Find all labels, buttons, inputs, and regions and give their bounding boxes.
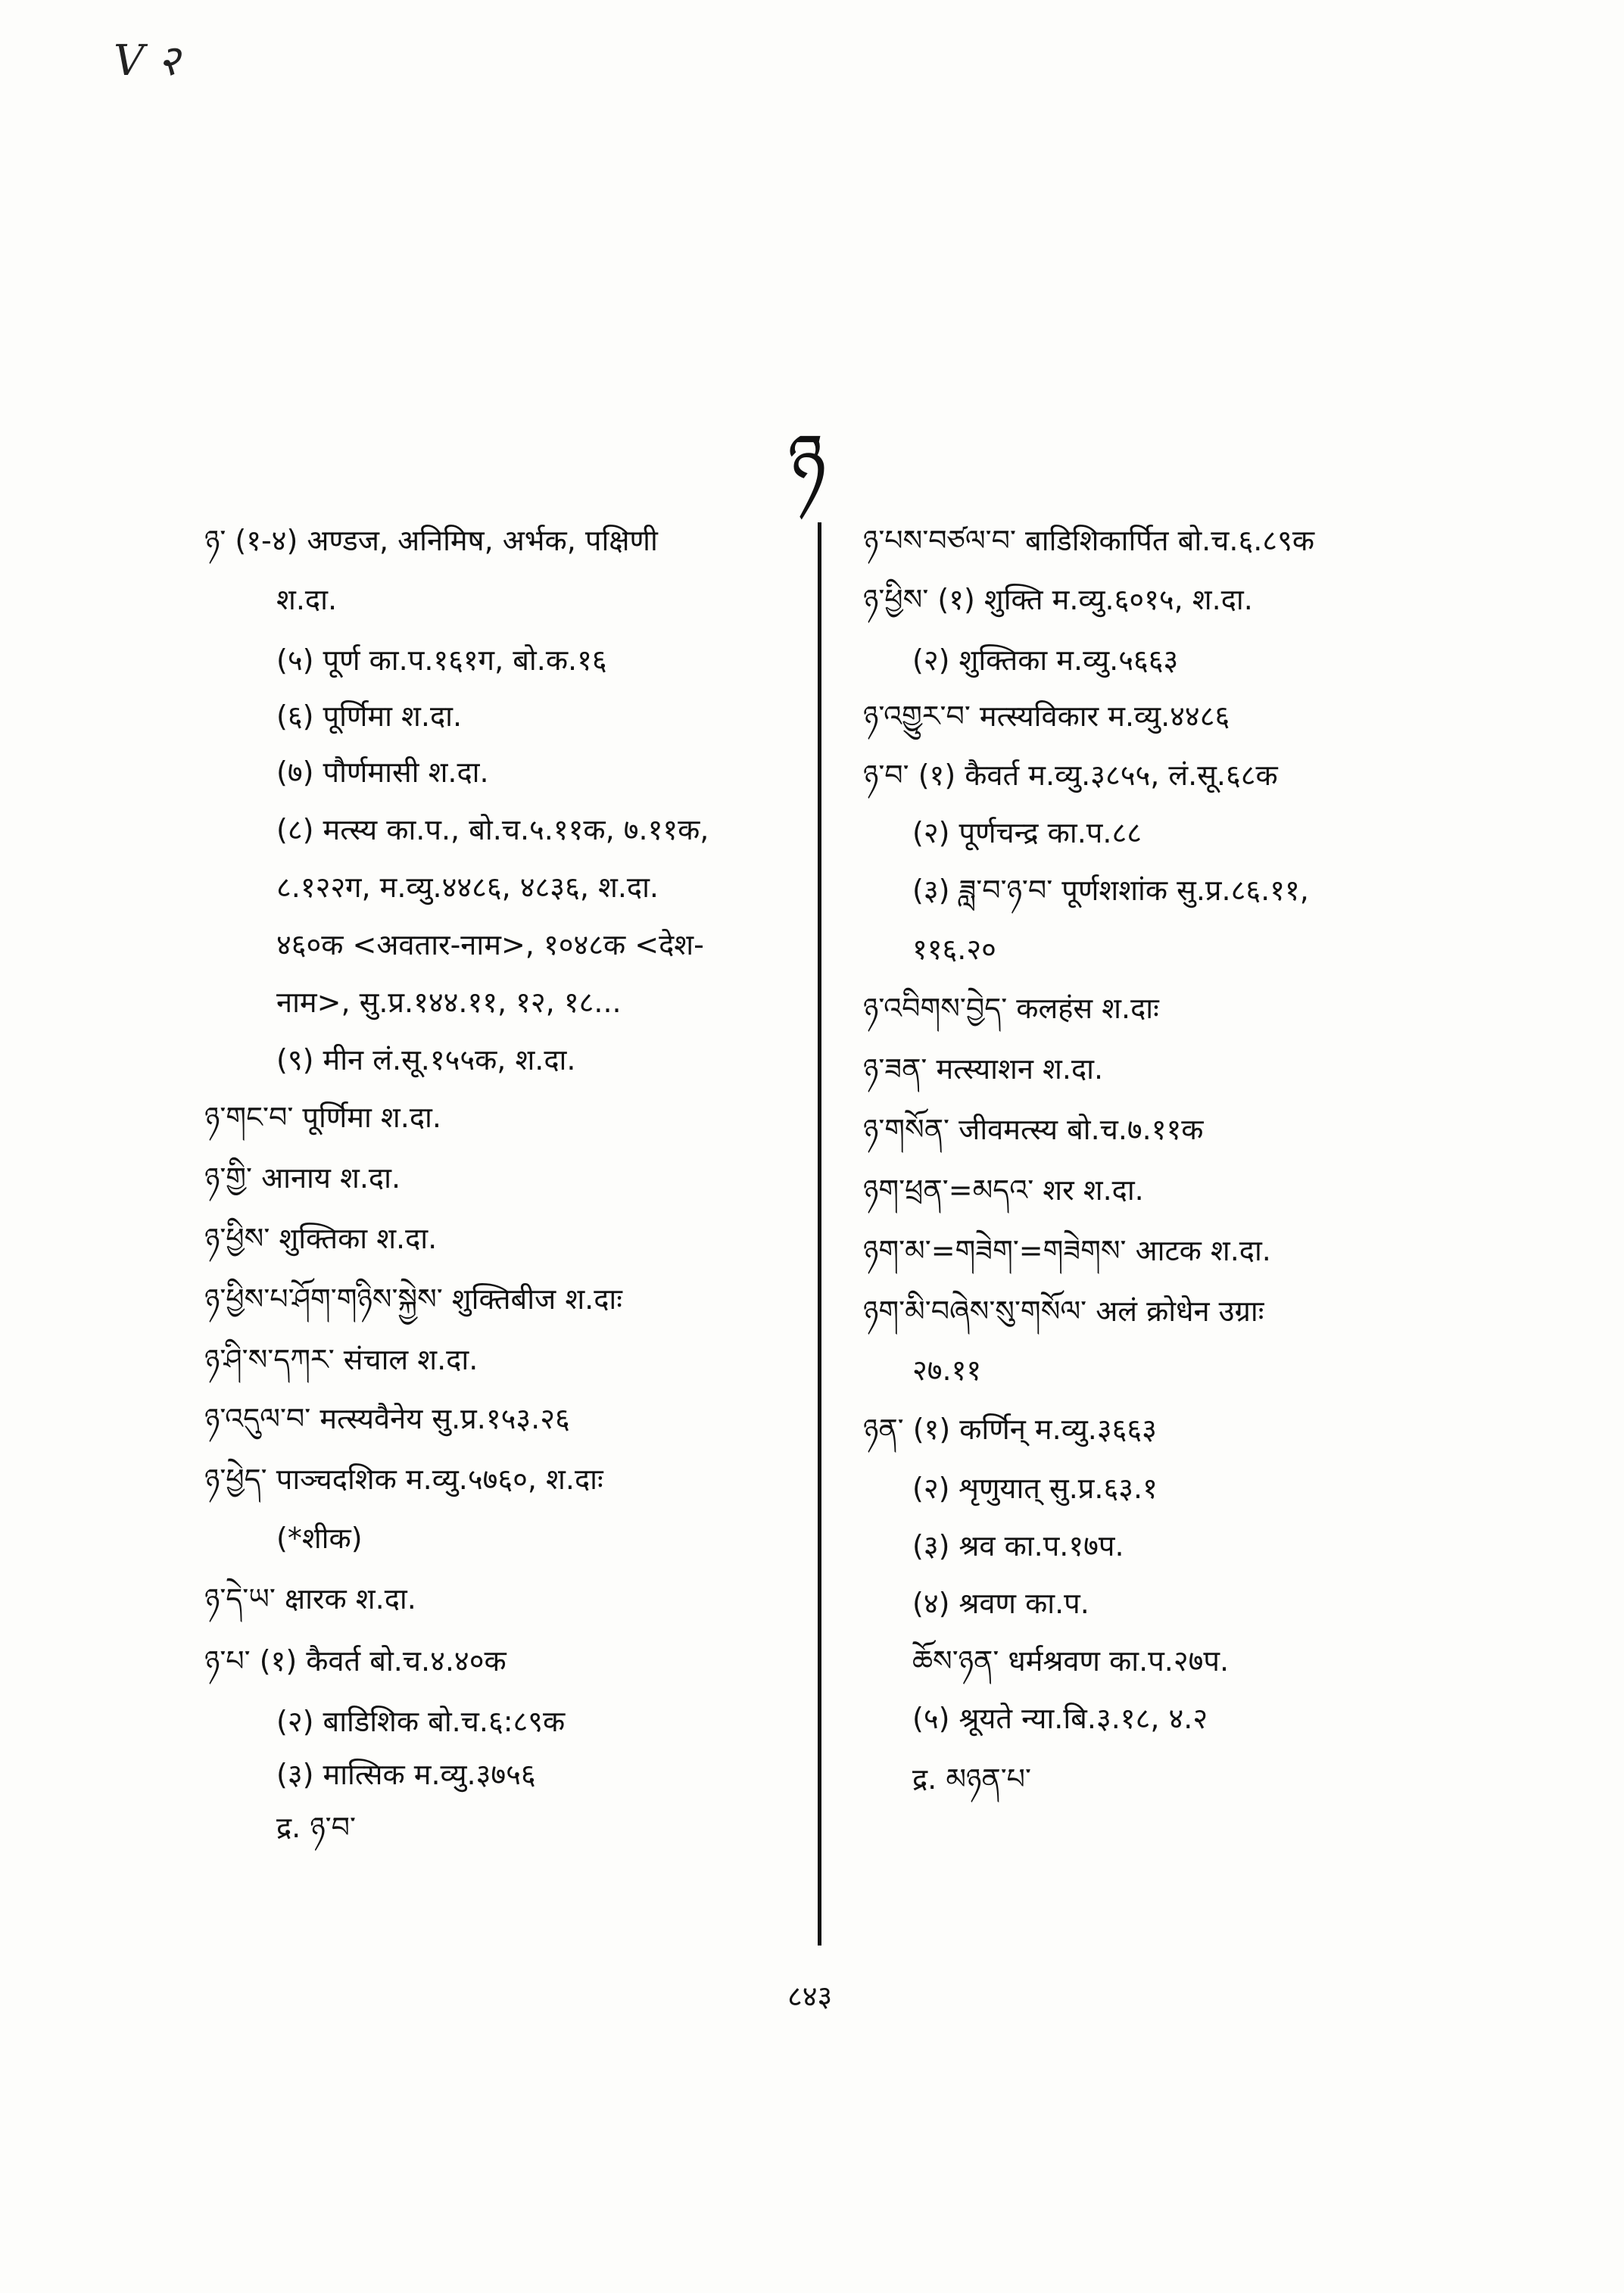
entry-line: ८.१२२ग, म.व्यु.४४८६, ४८३६, श.दा. (276, 871, 659, 904)
entry-line: ཉ་ཤི་ས་དཀར་ संचाल श.दा. (204, 1343, 478, 1376)
entry-line: ११६.२० (912, 933, 996, 966)
entry-line: ཉ་ཕྱིས་པ་ཤོག་གཉིས་སྐྱེས་ शुक्तिबीज श.दाः (204, 1282, 622, 1316)
entry-line: ཉ་ཟན་ मत्स्याशन श.दा. (863, 1052, 1104, 1086)
entry-line: श.दा. (276, 583, 338, 616)
entry-line: ཉ་འདུལ་བ་ मत्स्यवैनेय सु.प्र.१५३.२६ (204, 1402, 570, 1435)
entry-line: (६) पूर्णिमा श.दा. (276, 699, 463, 733)
entry-line: ཉ་ (१-४) अण्डज, अनिमिष, अर्भक, पक्षिणी (204, 524, 658, 557)
entry-line: २७.११ (912, 1354, 982, 1387)
entry-line: (२) शुक्तिका म.व्यु.५६६३ (912, 643, 1179, 677)
entry-line: ४६०क <अवतार-नाम>, १०४८क <देश- (276, 928, 704, 961)
entry-line: (४) श्रवण का.प. (912, 1587, 1089, 1620)
entry-line: (३) श्रव का.प.१७प. (912, 1529, 1124, 1562)
entry-line: ཉ་པ་ (१) कैवर्त बो.च.४.४०क (204, 1644, 507, 1678)
entry-line: ཉ་གྱི་ आनाय श.दा. (204, 1161, 401, 1195)
entry-line: ཆོས་ཉན་ धर्मश्रवण का.प.२७प. (912, 1644, 1230, 1678)
entry-line: ཉ་འབིགས་བྱེད་ कलहंस श.दाः (863, 992, 1159, 1025)
entry-line: (२) पूर्णचन्द्र का.प.८८ (912, 816, 1142, 849)
entry-line: (*शीक) (276, 1522, 363, 1555)
entry-line: (८) मत्स्य का.प., बो.च.५.११क, ७.११क, (276, 813, 709, 846)
entry-line: ཉ་ཕྱིས་ शुक्तिका श.दा. (204, 1222, 438, 1255)
entry-line: ཉག་ཕྲན་=མདའ་ शर श.दा. (863, 1173, 1144, 1207)
entry-line: ཉ་གང་བ་ पूर्णिमा श.दा. (204, 1101, 441, 1134)
entry-line: (९) मीन लं.सू.१५५क, श.दा. (276, 1043, 576, 1076)
column-divider (818, 522, 821, 1946)
entry-line: ཉ་དེ་ཡ་ क्षारक श.दा. (204, 1582, 416, 1615)
entry-line: ཉ་ཕྱེད་ पाञ्चदशिक म.व्यु.५७६०, श.दाः (204, 1463, 603, 1496)
entry-line: ཉག་མི་བཞེས་སུ་གསོལ་ अलं क्रोधेन उग्राः (863, 1294, 1264, 1328)
entry-line: ཉ་གསོན་ जीवमत्स्य बो.च.७.११क (863, 1113, 1204, 1146)
entry-line: (२) शृणुयात् सु.प्र.६३.१ (912, 1472, 1158, 1505)
entry-line: ཉག་མ་=གཟེག་=གཟེགས་ आटक श.दा. (863, 1234, 1271, 1267)
entry-line: ཉན་ (१) कर्णिन् म.व्यु.३६६३ (863, 1413, 1157, 1446)
entry-line: (३) मात्सिक म.व्यु.३७५६ (276, 1758, 536, 1791)
section-head-letter: ཉ (787, 418, 827, 503)
entry-line: द्र. ཉ་བ་ (276, 1811, 356, 1844)
handwritten-corner-note: V २ (114, 36, 180, 86)
entry-line: (२) बाडिशिक बो.च.६:८९क (276, 1705, 566, 1738)
entry-line: ཉ་པས་བཙལ་བ་ बाडिशिकार्पित बो.च.६.८९क (863, 524, 1315, 557)
page-number: ८४३ (787, 1980, 833, 2013)
entry-line: ཉ་བ་ (१) कैवर्त म.व्यु.३८५५, लं.सू.६८क (863, 759, 1278, 792)
entry-line: ཉ་འགྱུར་བ་ मत्स्यविकार म.व्यु.४४८६ (863, 699, 1230, 733)
entry-line: (७) पौर्णमासी श.दा. (276, 756, 489, 789)
entry-line: (३) ཟླ་བ་ཉ་བ་ पूर्णशशांक सु.प्र.८६.११, (912, 874, 1309, 907)
entry-line: ཉ་ཕྱིས་ (१) शुक्ति म.व्यु.६०१५, श.दा. (863, 583, 1253, 616)
entry-line: (५) श्रूयते न्या.बि.३.१८, ४.२ (912, 1702, 1208, 1735)
entry-line: नाम>, सु.प्र.१४४.११, १२, १८... (276, 986, 622, 1019)
entry-line: (५) पूर्ण का.प.१६१ग, बो.क.१६ (276, 643, 607, 677)
entry-line: द्र. མཉན་པ་ (912, 1762, 1032, 1796)
